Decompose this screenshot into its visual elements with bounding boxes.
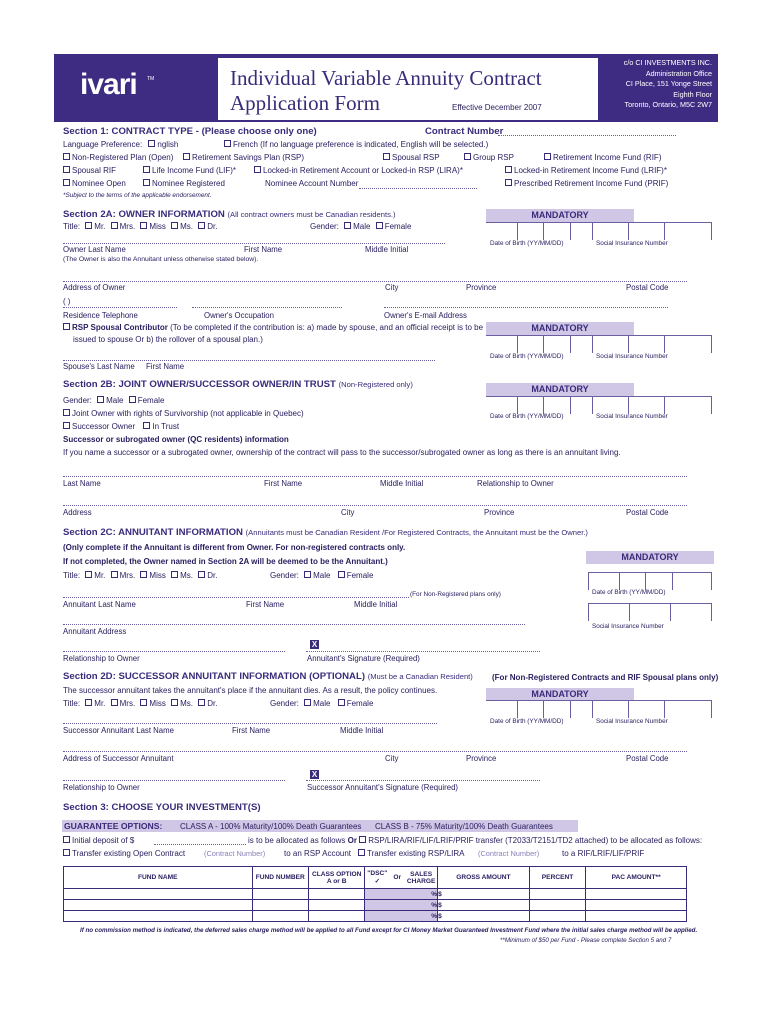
french-label: French (If no language preference is indicated, English will be selected.) xyxy=(233,140,489,149)
rsp-contrib-text: (To be completed if the contribution is: a) made by spouse, and an official receipt is to be xyxy=(170,323,484,332)
fund-table xyxy=(63,866,687,922)
nonreg-option xyxy=(63,153,173,162)
s2a-gender-row xyxy=(310,222,411,231)
address-line: Toronto, Ontario, M5C 2W7 xyxy=(624,100,712,109)
dob-label: Date of Birth (YY/MM/DD) xyxy=(490,240,564,247)
successor-name-field[interactable] xyxy=(63,723,437,724)
mandatory-badge: MANDATORY xyxy=(486,209,634,222)
rsp-contrib-text-2: issued to spouse Or b) the rollover of a spousal plan.) xyxy=(73,335,263,344)
dsc-check: ✓ xyxy=(374,878,381,885)
initial-deposit-checkbox[interactable] xyxy=(63,836,70,843)
male-checkbox[interactable] xyxy=(304,699,311,706)
ms-label: Ms. xyxy=(180,222,193,231)
to-rif-label: to a RIF/LRIF/LIF/PRIF xyxy=(562,849,645,858)
mandatory-badge: MANDATORY xyxy=(486,322,634,335)
owner-middle-label: Middle Initial xyxy=(365,245,409,254)
transfer-rsp-checkbox[interactable] xyxy=(358,849,365,856)
s2d-gender-row xyxy=(270,699,373,708)
dr-checkbox[interactable] xyxy=(198,222,205,229)
spousal-rif-option xyxy=(63,166,116,175)
female-label: Female xyxy=(346,699,374,708)
form-title-2: Application Form xyxy=(230,91,380,115)
rsp-contract-number-field[interactable]: (Contract Number) xyxy=(478,849,540,858)
mrs-label: Mrs. xyxy=(119,222,136,231)
spousal-rsp-label: Spousal RSP xyxy=(392,153,440,162)
city-label: City xyxy=(341,508,355,517)
mrs-checkbox[interactable] xyxy=(111,222,118,229)
nominee-open-option xyxy=(63,179,126,188)
successor-checkbox[interactable] xyxy=(63,422,70,429)
occupation-field[interactable] xyxy=(192,307,342,308)
successor-dob-sin-boxes[interactable] xyxy=(486,700,712,719)
lira-checkbox[interactable] xyxy=(254,166,261,173)
mr-label: Mr. xyxy=(94,571,106,580)
rsp-contrib-row xyxy=(63,323,483,332)
percent-cell[interactable] xyxy=(529,900,586,911)
successor-address-field[interactable] xyxy=(63,751,687,752)
annuitant-last-label: Annuitant Last Name xyxy=(63,600,136,609)
dollar-sign: $ xyxy=(438,890,442,898)
male-checkbox[interactable] xyxy=(304,571,311,578)
percent-sign: % xyxy=(431,901,438,909)
fund-name-cell[interactable] xyxy=(64,889,253,900)
rif-option xyxy=(544,153,661,162)
signature-label: Successor Annuitant's Signature (Required) xyxy=(307,783,459,792)
group-rsp-option xyxy=(464,153,514,162)
province-label: Province xyxy=(466,283,497,292)
nominee-open-label: Nominee Open xyxy=(72,179,126,188)
successor-option xyxy=(63,422,179,431)
city-label: City xyxy=(385,754,399,763)
successor-last-label: Successor Annuitant Last Name xyxy=(63,726,174,735)
dob-label: Date of Birth (YY/MM/DD) xyxy=(490,718,564,725)
fund-number-cell[interactable] xyxy=(252,889,308,900)
ms-label: Ms. xyxy=(180,571,193,580)
french-checkbox[interactable] xyxy=(224,140,231,147)
initial-label: Initial deposit of $ xyxy=(72,836,135,845)
s2c-title-row xyxy=(63,571,217,580)
s2b-subtitle: (Non-Registered only) xyxy=(338,380,413,389)
group-rsp-label: Group RSP xyxy=(473,153,514,162)
female-checkbox[interactable] xyxy=(129,396,136,403)
nominee-reg-label: Nominee Registered xyxy=(152,179,225,188)
transfer-open-checkbox[interactable] xyxy=(63,849,70,856)
province-label: Province xyxy=(484,508,515,517)
fund-number-cell[interactable] xyxy=(252,900,308,911)
female-checkbox[interactable] xyxy=(376,222,383,229)
signature-label: Annuitant's Signature (Required) xyxy=(307,654,420,663)
section-2a-title xyxy=(63,209,396,220)
male-label: Male xyxy=(353,222,371,231)
middle-label: Middle Initial xyxy=(340,726,384,735)
mrs-label: Mrs. xyxy=(119,699,136,708)
section-2b-title xyxy=(63,379,413,390)
s2c-title-text: Section 2C: ANNUITANT INFORMATION xyxy=(63,527,243,538)
spousal-rif-label: Spousal RIF xyxy=(72,166,117,175)
rif-checkbox[interactable] xyxy=(544,153,551,160)
dob-label: Date of Birth (YY/MM/DD) xyxy=(490,353,564,360)
signature-x-marker: X xyxy=(311,640,318,649)
s2a-title-text: Section 2A: OWNER INFORMATION xyxy=(63,209,225,220)
ms-checkbox[interactable] xyxy=(171,222,178,229)
gross-amount-cell[interactable] xyxy=(438,911,530,922)
nonreg-note: (For Non-Registered plans only) xyxy=(410,591,501,598)
spouse-name-field[interactable] xyxy=(63,360,435,361)
english-checkbox[interactable] xyxy=(148,140,155,147)
s2c-gender-row xyxy=(270,571,373,580)
percent-cell[interactable] xyxy=(529,889,586,900)
initial-allocated-label: is to be allocated as follows xyxy=(248,836,346,845)
miss-label: Miss xyxy=(149,699,166,708)
email-field[interactable] xyxy=(384,307,668,308)
spouse-last-label: Spouse's Last Name xyxy=(63,362,135,371)
first-name-label: First Name xyxy=(246,600,285,609)
section-1-footnote: *Subject to the terms of the applicable endorsement. xyxy=(63,192,212,199)
female-label: Female xyxy=(137,396,165,405)
prif-label: Prescribed Retirement Income Fund (PRIF) xyxy=(514,179,669,188)
section-2d-title xyxy=(63,671,473,682)
mrs-label: Mrs. xyxy=(119,571,136,580)
percent-sign: % xyxy=(431,890,438,898)
dr-label: Dr. xyxy=(207,222,218,231)
contract-number-field[interactable] xyxy=(498,135,676,136)
class-a-label: CLASS A - 100% Maturity/100% Death Guarantees xyxy=(180,822,362,831)
postal-label: Postal Code xyxy=(626,508,669,517)
initial-deposit-field[interactable] xyxy=(154,844,246,845)
intrust-checkbox[interactable] xyxy=(143,422,150,429)
nominee-account-label: Nominee Account Number xyxy=(265,179,359,188)
lif-checkbox[interactable] xyxy=(143,166,150,173)
lira-option xyxy=(254,166,463,175)
phone-area-code[interactable]: ( ) xyxy=(63,297,71,306)
pac-amount-cell[interactable] xyxy=(586,900,687,911)
email-label: Owner's E-mail Address xyxy=(384,311,467,320)
pac-amount-cell[interactable] xyxy=(586,911,687,922)
form-title-1: Individual Variable Annuity Contract xyxy=(230,66,542,90)
annuitant-name-field[interactable] xyxy=(63,597,409,598)
prif-option xyxy=(505,179,668,188)
fund-name-cell[interactable] xyxy=(64,911,253,922)
rsp-label: Retirement Savings Plan (RSP) xyxy=(192,153,305,162)
rsp-transfer-checkbox[interactable] xyxy=(359,836,366,843)
lif-label: Life Income Fund (LIF)* xyxy=(152,166,237,175)
col-or: Or xyxy=(389,867,405,889)
rsp-contrib-label: RSP Spousal Contributor xyxy=(72,323,168,332)
dr-checkbox[interactable] xyxy=(198,571,205,578)
nonreg-checkbox[interactable] xyxy=(63,153,70,160)
table-row xyxy=(64,889,687,900)
sin-label: Social Insurance Number xyxy=(592,623,664,630)
owner-name-field[interactable] xyxy=(63,243,445,244)
company-address xyxy=(600,58,712,111)
miss-checkbox[interactable] xyxy=(140,222,147,229)
lang-pref-label: Language Preference: xyxy=(63,140,143,149)
col-gross-amount: GROSS AMOUNT xyxy=(438,867,530,889)
relationship-label: Relationship to Owner xyxy=(477,479,554,488)
logo-tm: TM xyxy=(147,76,155,82)
male-checkbox[interactable] xyxy=(344,222,351,229)
mr-label: Mr. xyxy=(94,699,106,708)
gender-label: Gender: xyxy=(270,699,299,708)
transfer-open-row xyxy=(63,849,185,858)
joint-address-field[interactable] xyxy=(63,505,687,506)
initial-deposit-text xyxy=(248,836,702,845)
transfer-rsp-row xyxy=(358,849,465,858)
ms-label: Ms. xyxy=(180,699,193,708)
first-name-label: First Name xyxy=(264,479,303,488)
postal-label: Postal Code xyxy=(626,754,669,763)
address-line: c/o CI INVESTMENTS INC. xyxy=(623,58,712,67)
relationship-label: Relationship to Owner xyxy=(63,654,140,663)
lrif-checkbox[interactable] xyxy=(505,166,512,173)
successor-signature-field[interactable] xyxy=(306,780,540,781)
owner-last-label: Owner Last Name xyxy=(63,245,126,254)
joint-checkbox[interactable] xyxy=(63,409,70,416)
female-checkbox[interactable] xyxy=(338,699,345,706)
dob-label: Date of Birth (YY/MM/DD) xyxy=(490,413,564,420)
transfer-open-label: Transfer existing Open Contract xyxy=(72,849,186,858)
class-b-label: CLASS B - 75% Maturity/100% Death Guarantees xyxy=(375,822,553,831)
table-row xyxy=(64,900,687,911)
nonreg-label: Non-Registered Plan (Open) xyxy=(72,153,174,162)
miss-label: Miss xyxy=(149,222,166,231)
gender-label: Gender: xyxy=(310,222,339,231)
english-label: nglish xyxy=(157,140,179,149)
class-option-cell[interactable] xyxy=(309,911,365,922)
nominee-open-checkbox[interactable] xyxy=(63,179,70,186)
pac-amount-cell[interactable] xyxy=(586,889,687,900)
address-label: Address xyxy=(63,508,92,517)
s2c-note-2: If not completed, the Owner named in Section 2A will be deemed to be the Annuitant.) xyxy=(63,557,388,566)
relationship-field[interactable] xyxy=(63,651,285,652)
spouse-dob-sin-boxes[interactable] xyxy=(486,335,712,354)
address-label: Address of Owner xyxy=(63,283,126,292)
sin-label: Social Insurance Number xyxy=(596,413,668,420)
title-label: Title: xyxy=(63,222,81,231)
s2d-text: The successor annuitant takes the annuitant's place if the annuitant dies. As a result, the policy continues. xyxy=(63,686,438,695)
gender-label: Gender: xyxy=(63,396,92,405)
dollar-sign: $ xyxy=(438,912,442,920)
middle-label: Middle Initial xyxy=(354,600,398,609)
mandatory-badge: MANDATORY xyxy=(486,688,634,701)
joint-label: Joint Owner with rights of Survivorship (not applicable in Quebec) xyxy=(72,409,304,418)
mandatory-badge: MANDATORY xyxy=(586,551,714,564)
city-label: City xyxy=(385,283,399,292)
guarantee-label: GUARANTEE OPTIONS: xyxy=(64,821,163,831)
dob-label: Date of Birth (YY/MM/DD) xyxy=(592,589,666,596)
s2d-note: (For Non-Registered Contracts and RIF Spousal plans only) xyxy=(492,673,719,682)
gender-label: Gender: xyxy=(270,571,299,580)
occupation-label: Owner's Occupation xyxy=(204,311,274,320)
rsp-transfer-label: RSP/LIRA/RIF/LIF/LRIF/PRIF transfer (T2033/T2151/TD2 attached) to be allocated as follows: xyxy=(368,836,703,845)
male-label: Male xyxy=(313,699,331,708)
s2b-gender-row xyxy=(63,396,164,405)
miss-label: Miss xyxy=(149,571,166,580)
mr-checkbox[interactable] xyxy=(85,571,92,578)
address-line: Eighth Floor xyxy=(673,89,712,99)
ms-checkbox[interactable] xyxy=(171,571,178,578)
ms-checkbox[interactable] xyxy=(171,699,178,706)
percent-cell[interactable] xyxy=(529,911,586,922)
group-rsp-checkbox[interactable] xyxy=(464,153,471,160)
minimum-footnote: **Minimum of $50 per Fund - Please complete Section 5 and 7 xyxy=(500,937,672,944)
class-option-cell[interactable] xyxy=(309,900,365,911)
first-name-label: First Name xyxy=(232,726,271,735)
owner-first-label: First Name xyxy=(244,245,283,254)
mr-checkbox[interactable] xyxy=(85,222,92,229)
commission-footnote: If no commission method is indicated, the deferred sales charge method will be applied to all Fund except for CI Money Market Guaranteed Investment Fund where the initial sales charge method will be applied. xyxy=(80,927,698,934)
joint-option xyxy=(63,409,304,418)
title-label: Title: xyxy=(63,699,81,708)
lira-label: Locked-in Retirement Account or Locked-in RSP (LIRA)* xyxy=(263,166,463,175)
male-checkbox[interactable] xyxy=(97,396,104,403)
nominee-reg-checkbox[interactable] xyxy=(143,179,150,186)
lrif-option xyxy=(505,166,667,175)
dr-checkbox[interactable] xyxy=(198,699,205,706)
annuitant-address-field[interactable] xyxy=(63,624,525,625)
col-class-option: CLASS OPTION A or B xyxy=(309,867,365,889)
dr-label: Dr. xyxy=(207,571,218,580)
s2c-note-1: (Only complete if the Annuitant is different from Owner. For non-registered contracts only. xyxy=(63,543,406,552)
col-pac-amount: PAC AMOUNT** xyxy=(586,867,687,889)
nominee-reg-option xyxy=(143,179,225,188)
s2c-subtitle: (Annuitants must be Canadian Resident /For Registered Contracts, the Annuitant must be the Owner.) xyxy=(245,528,588,537)
mrs-checkbox[interactable] xyxy=(111,699,118,706)
table-row xyxy=(64,911,687,922)
rsp-checkbox[interactable] xyxy=(183,153,190,160)
dsc-label: "DSC" xyxy=(367,870,388,877)
logo: ivari xyxy=(80,68,137,101)
joint-name-field[interactable] xyxy=(63,476,687,477)
intrust-label: In Trust xyxy=(152,422,180,431)
fund-table-header xyxy=(64,867,687,889)
res-tel-label: Residence Telephone xyxy=(63,311,138,320)
french-row xyxy=(224,140,488,149)
province-label: Province xyxy=(466,754,497,763)
mr-label: Mr. xyxy=(94,222,106,231)
spouse-first-label: First Name xyxy=(146,362,185,371)
relationship-label: Relationship to Owner xyxy=(63,783,140,792)
spousal-rif-checkbox[interactable] xyxy=(63,166,70,173)
col-sales-charge: SALES CHARGE xyxy=(405,867,437,889)
dr-label: Dr. xyxy=(207,699,218,708)
transfer-rsp-label: Transfer existing RSP/LIRA xyxy=(367,849,465,858)
gross-amount-cell[interactable] xyxy=(438,889,530,900)
or-label: Or xyxy=(347,836,357,845)
s2d-title-row xyxy=(63,699,217,708)
s2a-subtitle: (All contract owners must be Canadian residents.) xyxy=(227,210,396,219)
s2a-title-row xyxy=(63,222,217,231)
contract-number-label: Contract Number xyxy=(425,126,504,137)
title-label: Title: xyxy=(63,571,81,580)
col-fund-number: FUND NUMBER xyxy=(252,867,308,889)
sales-charge-cell[interactable] xyxy=(365,889,438,900)
annuitant-signature-field[interactable] xyxy=(306,651,540,652)
mandatory-badge: MANDATORY xyxy=(486,383,634,396)
successor-label: Successor Owner xyxy=(72,422,136,431)
miss-checkbox[interactable] xyxy=(140,699,147,706)
to-rsp-label: to an RSP Account xyxy=(284,849,352,858)
annuitant-address-label: Annuitant Address xyxy=(63,627,127,636)
language-row xyxy=(63,140,178,149)
fund-name-cell[interactable] xyxy=(64,900,253,911)
rsp-contrib-checkbox[interactable] xyxy=(63,323,70,330)
initial-deposit-row xyxy=(63,836,134,845)
dollar-sign: $ xyxy=(438,901,442,909)
sales-charge-cell[interactable] xyxy=(365,900,438,911)
owner-address-field[interactable] xyxy=(63,281,687,282)
rif-label: Retirement Income Fund (RIF) xyxy=(553,153,662,162)
sin-label: Social Insurance Number xyxy=(596,240,668,247)
qc-text: If you name a successor or a subrogated owner, ownership of the contract will pass to the successor/subrogated owner as long as there is an annuitant living. xyxy=(63,448,621,457)
s2d-title-text: Section 2D: SUCCESSOR ANNUITANT INFORMATION (OPTIONAL) xyxy=(63,671,366,682)
sin-label: Social Insurance Number xyxy=(596,718,668,725)
female-label: Female xyxy=(346,571,374,580)
sin-label: Social Insurance Number xyxy=(596,353,668,360)
gross-amount-cell[interactable] xyxy=(438,900,530,911)
open-contract-number-field[interactable]: (Contract Number) xyxy=(204,849,266,858)
relationship-field[interactable] xyxy=(63,780,285,781)
col-fund-name: FUND NAME xyxy=(64,867,253,889)
male-label: Male xyxy=(313,571,331,580)
percent-sign: % xyxy=(431,912,438,920)
miss-checkbox[interactable] xyxy=(140,571,147,578)
postal-label: Postal Code xyxy=(626,283,669,292)
last-name-label: Last Name xyxy=(63,479,101,488)
rsp-option xyxy=(183,153,304,162)
lrif-label: Locked-in Retirement Income Fund (LRIF)* xyxy=(514,166,667,175)
class-option-cell[interactable] xyxy=(309,889,365,900)
male-label: Male xyxy=(106,396,124,405)
section-2c-title xyxy=(63,527,588,538)
s2d-subtitle: (Must be a Canadian Resident) xyxy=(367,672,473,681)
phone-field[interactable] xyxy=(63,307,177,308)
col-dsc xyxy=(365,867,389,889)
s2b-title-text: Section 2B: JOINT OWNER/SUCCESSOR OWNER/IN TRUST xyxy=(63,379,336,390)
section-1-title: Section 1: CONTRACT TYPE - (Please choose only one) xyxy=(63,126,317,137)
section-3-title: Section 3: CHOOSE YOUR INVESTMENT(S) xyxy=(63,802,261,813)
female-label: Female xyxy=(384,222,412,231)
annuitant-sin-boxes[interactable] xyxy=(588,603,712,622)
mrs-checkbox[interactable] xyxy=(111,571,118,578)
spousal-rsp-checkbox[interactable] xyxy=(383,153,390,160)
owner-annuitant-note: (The Owner is also the Annuitant unless otherwise stated below). xyxy=(63,256,259,263)
lif-option xyxy=(143,166,236,175)
signature-x-marker: X xyxy=(311,770,318,779)
prif-checkbox[interactable] xyxy=(505,179,512,186)
address-line: CI Place, 151 Yonge Street xyxy=(625,79,712,88)
middle-label: Middle Initial xyxy=(380,479,424,488)
address-line: Administration Office xyxy=(645,68,712,78)
effective-date: Effective December 2007 xyxy=(452,103,542,112)
sales-charge-cell[interactable] xyxy=(365,911,438,922)
col-percent: PERCENT xyxy=(529,867,586,889)
dob-sin-boxes[interactable] xyxy=(486,222,712,241)
spousal-rsp-option xyxy=(383,153,440,162)
qc-heading: Successor or subrogated owner (QC residents) information xyxy=(63,435,289,444)
mr-checkbox[interactable] xyxy=(85,699,92,706)
fund-number-cell[interactable] xyxy=(252,911,308,922)
female-checkbox[interactable] xyxy=(338,571,345,578)
successor-address-label: Address of Successor Annuitant xyxy=(63,754,174,763)
nominee-account-field[interactable] xyxy=(359,188,477,189)
